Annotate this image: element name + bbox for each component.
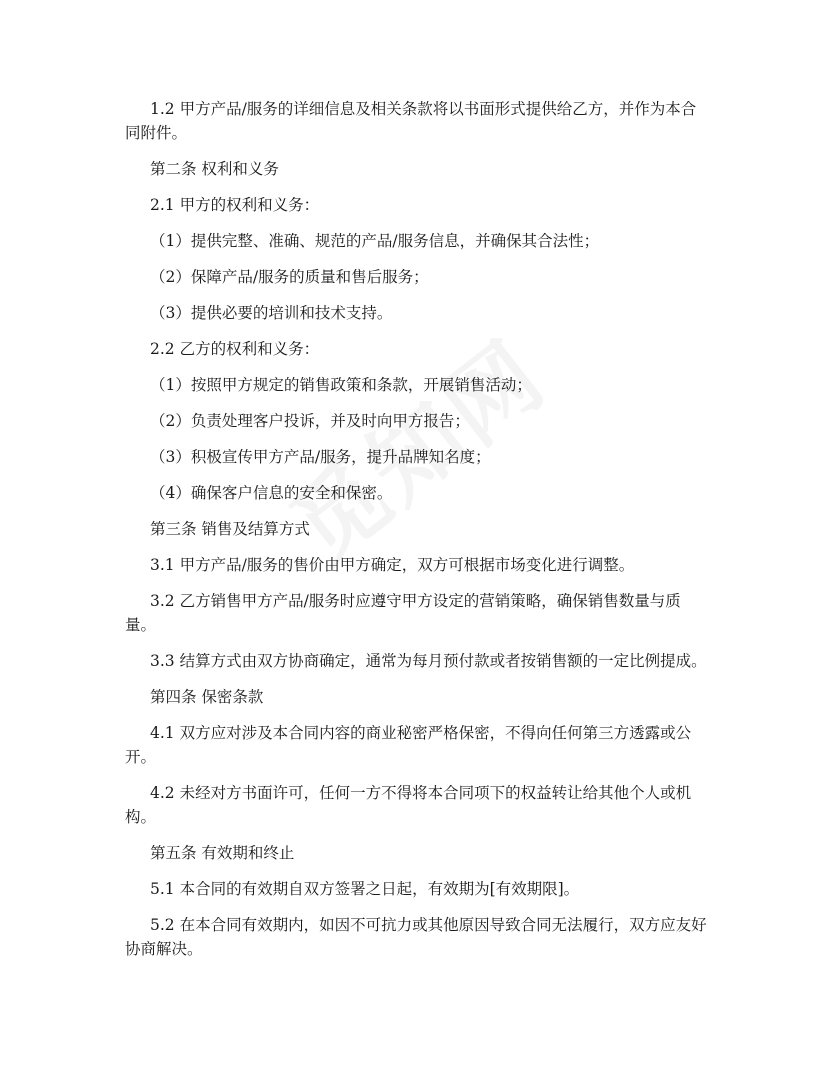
article-2-heading: 第二条 权利和义务 [150,160,279,178]
clause-2-2-item-2: （2）负责处理客户投诉，并及时向甲方报告； [150,412,470,430]
clause-2-1-item-2: （2）保障产品/服务的质量和售后服务； [150,268,429,286]
clause-5-1: 5.1 本合同的有效期自双方签署之日起，有效期为[有效期限]。 [150,880,580,898]
clause-2-2: 2.2 乙方的权利和义务： [150,340,320,358]
clause-2-1-item-1: （1）提供完整、准确、规范的产品/服务信息，并确保其合法性； [150,232,600,250]
clause-2-2-item-1: （1）按照甲方规定的销售政策和条款，开展销售活动； [150,376,532,394]
clause-3-2: 3.2 乙方销售甲方产品/服务时应遵守甲方设定的营销策略，确保销售数量与质量。 [125,592,681,634]
clause-2-2-item-4: （4）确保客户信息的安全和保密。 [150,484,393,502]
article-5-heading: 第五条 有效期和终止 [150,844,295,862]
clause-3-3: 3.3 结算方式由双方协商确定，通常为每月预付款或者按销售额的一定比例提成。 [150,652,707,670]
clause-3-1: 3.1 甲方产品/服务的售价由甲方确定，双方可根据市场变化进行调整。 [150,556,635,574]
clause-4-1: 4.1 双方应对涉及本合同内容的商业秘密严格保密，不得向任何第三方透露或公开。 [125,724,692,766]
clause-2-2-item-3: （3）积极宣传甲方产品/服务，提升品牌知名度； [150,448,491,466]
clause-2-1-item-3: （3）提供必要的培训和技术支持。 [150,304,393,322]
clause-1-2: 1.2 甲方产品/服务的详细信息及相关条款将以书面形式提供给乙方，并作为本合同附件。 [125,100,697,142]
clause-2-1: 2.1 甲方的权利和义务： [150,196,320,214]
clause-5-2: 5.2 在本合同有效期内，如因不可抗力或其他原因导致合同无法履行，双方应友好协商解决。 [125,916,707,958]
article-3-heading: 第三条 销售及结算方式 [150,520,310,538]
article-4-heading: 第四条 保密条款 [150,688,264,706]
clause-4-2: 4.2 未经对方书面许可，任何一方不得将本合同项下的权益转让给其他个人或机构。 [125,784,692,826]
document-body [125,97,707,961]
